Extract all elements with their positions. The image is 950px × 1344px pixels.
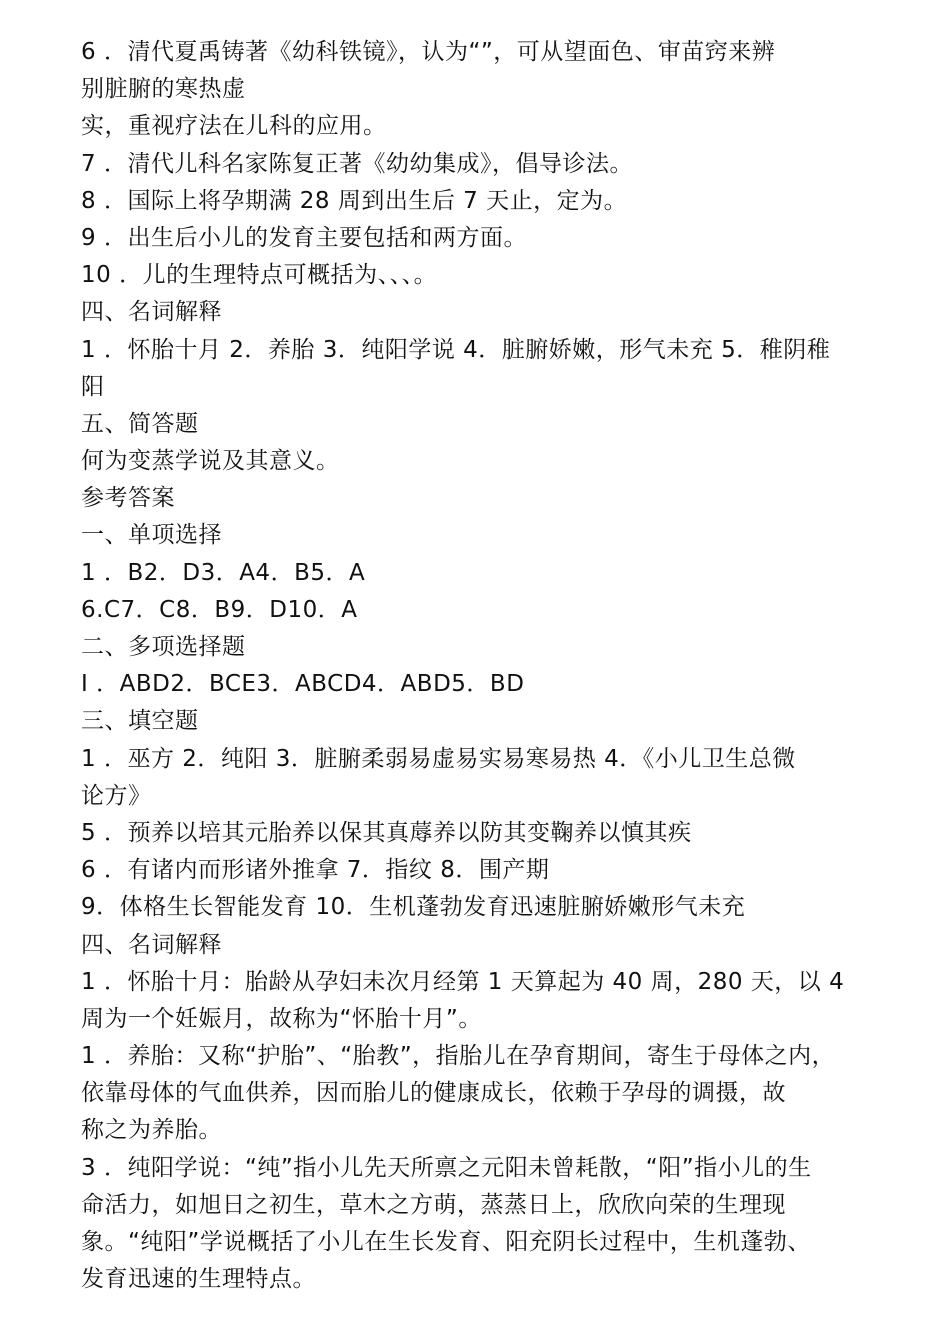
text-line: 阳 (81, 373, 105, 400)
section-heading: 四、名词解释 (81, 299, 222, 326)
text-line: 发育迅速的生理特点。 (81, 1266, 316, 1293)
document-page (81, 34, 901, 1298)
text-line: 5 ．预养以培其元胎养以保其真蓐养以防其变鞠养以慎其疾 (81, 819, 692, 846)
section-heading: 一、单项选择 (81, 522, 222, 549)
text-line: 1 ．巫方 2．纯阳 3．脏腑柔弱易虚易实易寒易热 4．《小儿卫生总微 (81, 745, 796, 772)
text-line: 1 ．怀胎十月 2．养胎 3．纯阳学说 4．脏腑娇嫩，形气未充 5．稚阴稚 (81, 336, 831, 363)
text-line: 1 ．怀胎十月：胎龄从孕妇未次月经第 1 天算起为 40 周，280 天，以 4 (81, 968, 845, 995)
text-line: 7 ．清代儿科名家陈复正著《幼幼集成》，倡导诊法。 (81, 150, 633, 177)
text-line: 1 ．B2．D3．A4．B5．A (81, 559, 366, 586)
section-heading: 二、多项选择题 (81, 634, 246, 660)
text-line: 8 ．国际上将孕期满 28 周到出生后 7 天止，定为。 (81, 187, 628, 214)
text-line: 10 ．儿的生理特点可概括为、、、。 (81, 262, 438, 289)
answers-heading: 参考答案 (81, 485, 175, 512)
text-line: 6.C7．C8．B9．D10．A (81, 596, 358, 623)
text-line: 6 ．有诸内而形诸外推拿 7．指纹 8．围产期 (81, 857, 550, 884)
text-line: 周为一个妊娠月，故称为“怀胎十月”。 (81, 1005, 482, 1032)
section-heading: 三、填空题 (81, 708, 199, 735)
text-line: 命活力，如旭日之初生，草木之方萌，蒸蒸日上，欣欣向荣的生理现 (81, 1191, 786, 1218)
text-line: 实，重视疗法在儿科的应用。 (81, 113, 387, 140)
text-line: 1 ．养胎：又称“护胎”、“胎教”，指胎儿在孕育期间，寄生于母体之内， (81, 1043, 836, 1070)
text-line: 6 ．清代夏禹铸著《幼科铁镜》，认为“”，可从望面色、审苗窍来辨 (81, 39, 776, 65)
text-line: I ．ABD2．BCE3．ABCD4．ABD5．BD (81, 671, 525, 698)
text-line: 别脏腑的寒热虚 (81, 76, 246, 103)
text-line: 象。“纯阳”学说概括了小儿在生长发育、阳充阴长过程中，生机蓬勃、 (81, 1229, 811, 1255)
text-line: 3 ．纯阳学说：“纯”指小儿先天所禀之元阳未曾耗散，“阳”指小儿的生 (81, 1154, 812, 1181)
text-line: 论方》 (81, 782, 152, 809)
section-heading: 四、名词解释 (81, 931, 222, 958)
text-line: 9．体格生长智能发育 10．生机蓬勃发育迅速脏腑娇嫩形气未充 (81, 894, 746, 921)
text-line: 称之为养胎。 (81, 1117, 222, 1144)
text-line: 依靠母体的气血供养，因而胎儿的健康成长，依赖于孕母的调摄，故 (81, 1080, 786, 1107)
text-line: 9 ．出生后小儿的发育主要包括和两方面。 (81, 224, 527, 251)
text-line: 何为变蒸学说及其意义。 (81, 448, 340, 475)
section-heading: 五、简答题 (81, 410, 199, 437)
